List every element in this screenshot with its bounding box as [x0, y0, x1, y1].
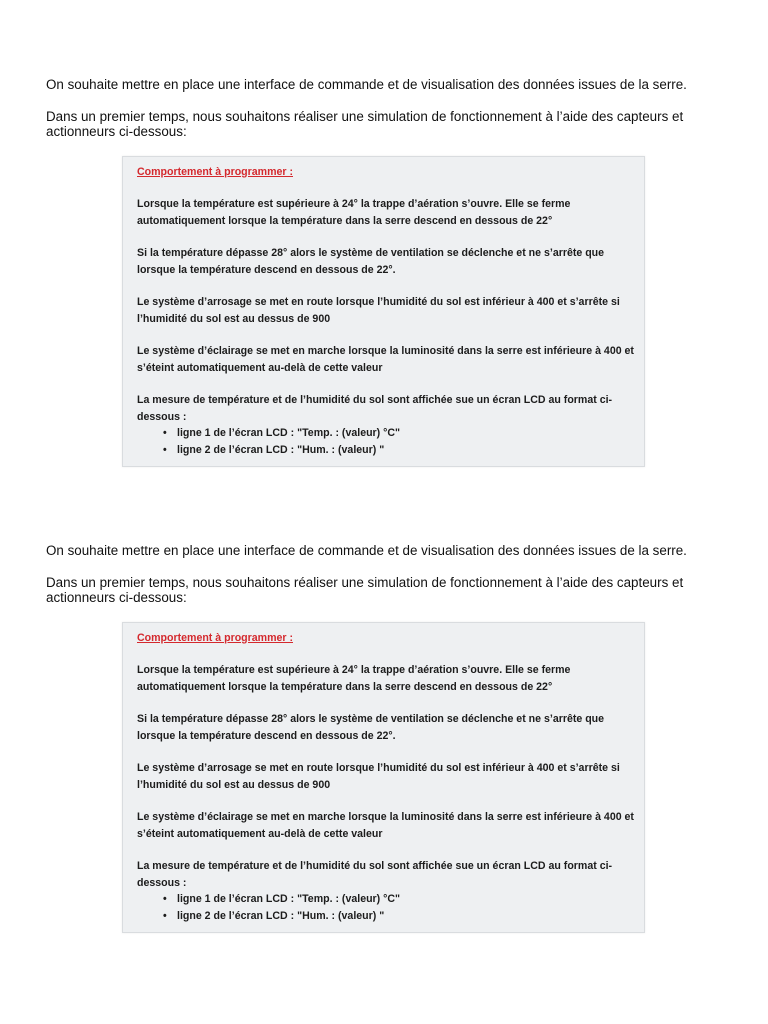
lcd-line-1	[163, 891, 634, 908]
lcd-line-text: ligne 2 de l’écran LCD : "Hum. : (valeur) "	[177, 443, 385, 456]
spec-item-aeration: Lorsque la température est supérieure à 24° la trappe d’aération s’ouvre. Elle se ferme automatiquement lorsque la température dans la serre descend en dessous de 22°	[137, 664, 571, 693]
lcd-lines-list	[137, 891, 634, 924]
intro-paragraph: On souhaite mettre en place une interface de commande et de visualisation des données issues de la serre.	[46, 77, 687, 92]
document-section-2	[46, 543, 736, 933]
lcd-line-2	[163, 442, 634, 459]
spec-item-ventilation: Si la température dépasse 28° alors le système de ventilation se déclenche et ne s’arrête que lorsque la température descend en dessous de 22°.	[137, 713, 605, 742]
spec-item-ventilation: Si la température dépasse 28° alors le système de ventilation se déclenche et ne s’arrête que lorsque la température descend en dessous de 22°.	[137, 247, 605, 276]
spec-heading: Comportement à programmer :	[137, 165, 293, 178]
lcd-line-text: ligne 2 de l’écran LCD : "Hum. : (valeur) "	[177, 909, 385, 922]
spec-box	[122, 622, 645, 934]
lcd-line-2	[163, 908, 634, 925]
spec-item-aeration: Lorsque la température est supérieure à 24° la trappe d’aération s’ouvre. Elle se ferme automatiquement lorsque la température dans la serre descend en dessous de 22°	[137, 198, 571, 227]
intro-paragraph: On souhaite mettre en place une interface de commande et de visualisation des données issues de la serre.	[46, 543, 687, 558]
spec-item-eclairage: Le système d’éclairage se met en marche lorsque la luminosité dans la serre est inférieure à 400 et s’éteint automatiquement au-delà de cette valeur	[137, 811, 634, 840]
lcd-line-1	[163, 425, 634, 442]
lcd-line-text: ligne 1 de l’écran LCD : "Temp. : (valeur) °C"	[177, 893, 401, 905]
spec-heading: Comportement à programmer :	[137, 631, 293, 644]
spec-item-arrosage: Le système d’arrosage se met en route lorsque l’humidité du sol est inférieur à 400 et s’arrête si l’humidité du sol est au dessus de 900	[137, 296, 620, 325]
spec-item-lcd: La mesure de température et de l’humidité du sol sont affichée sue un écran LCD au format ci-dessous :	[137, 394, 613, 423]
lead-paragraph: Dans un premier temps, nous souhaitons réaliser une simulation de fonctionnement à l’aide des capteurs et actionneurs ci-dessous:	[46, 574, 684, 605]
bullet-icon: •	[163, 893, 167, 905]
spec-item-eclairage: Le système d’éclairage se met en marche lorsque la luminosité dans la serre est inférieure à 400 et s’éteint automatiquement au-delà de cette valeur	[137, 345, 634, 374]
spec-box	[122, 156, 645, 468]
lead-paragraph: Dans un premier temps, nous souhaitons réaliser une simulation de fonctionnement à l’aide des capteurs et actionneurs ci-dessous:	[46, 108, 684, 139]
lcd-lines-list	[137, 425, 634, 458]
spec-item-lcd: La mesure de température et de l’humidité du sol sont affichée sue un écran LCD au format ci-dessous :	[137, 860, 613, 889]
document-section-1	[46, 77, 736, 467]
bullet-icon: •	[163, 443, 167, 456]
bullet-icon: •	[163, 909, 167, 922]
bullet-icon: •	[163, 427, 167, 439]
spec-item-arrosage: Le système d’arrosage se met en route lorsque l’humidité du sol est inférieur à 400 et s’arrête si l’humidité du sol est au dessus de 900	[137, 762, 620, 791]
lcd-line-text: ligne 1 de l’écran LCD : "Temp. : (valeur) °C"	[177, 427, 401, 439]
